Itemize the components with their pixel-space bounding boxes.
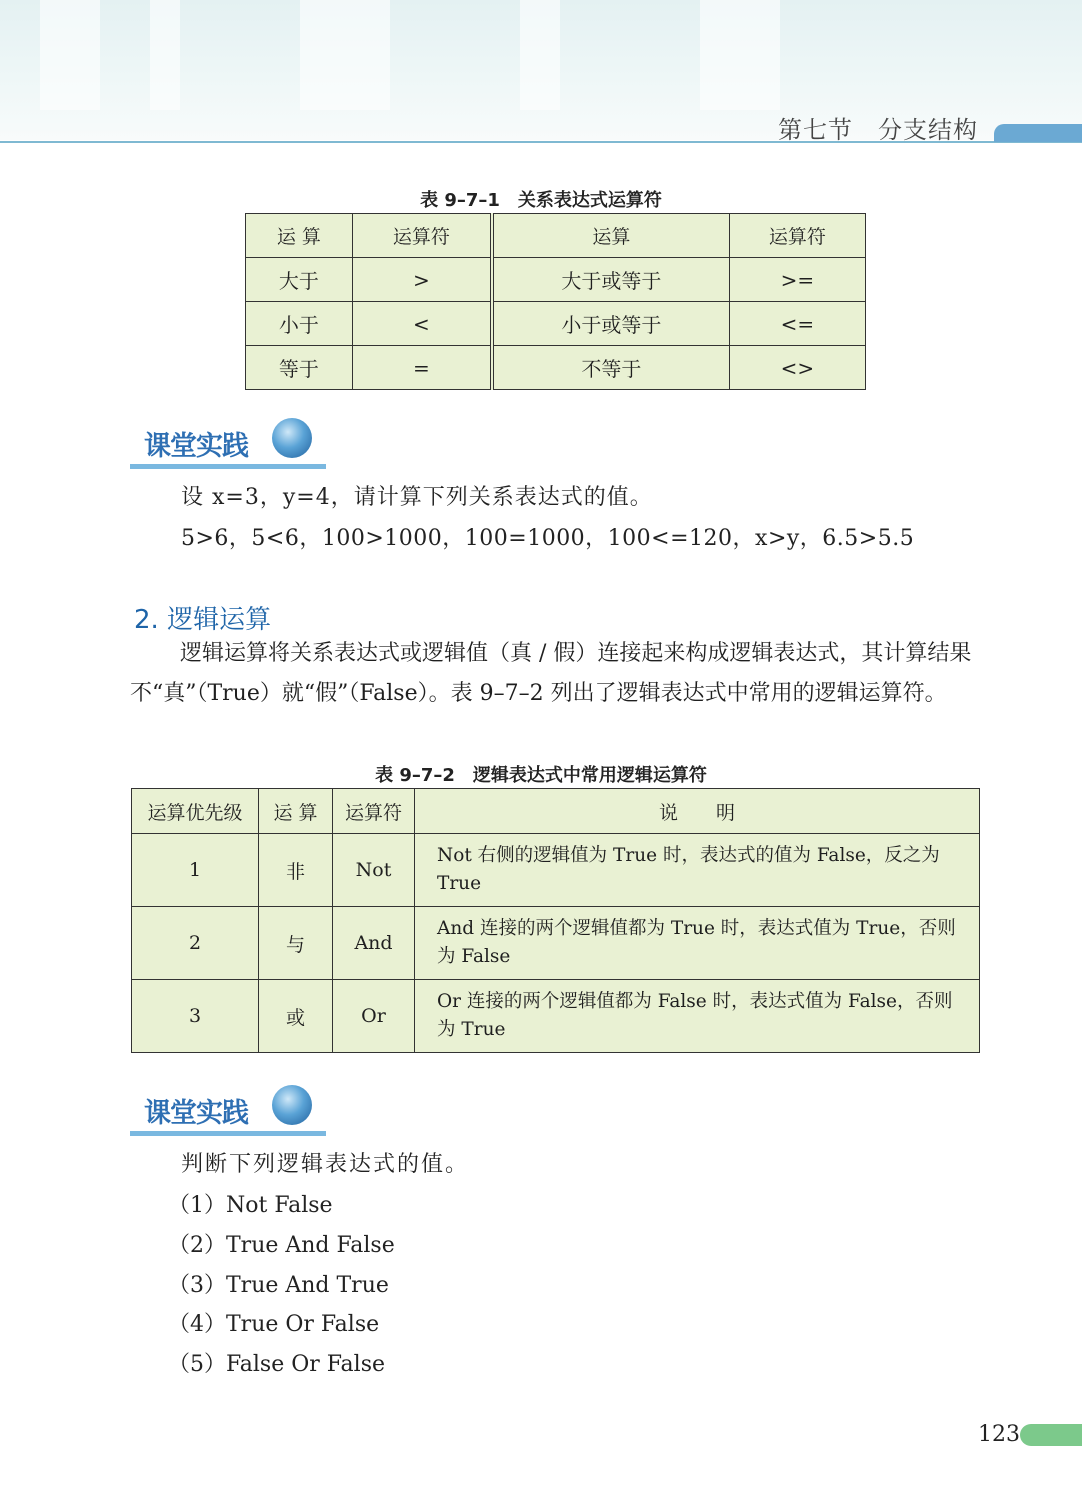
table-header-cell: 运 算: [246, 214, 353, 258]
section-header-title: 第七节 分支结构: [778, 116, 978, 144]
practice-heading-2: [130, 1091, 326, 1137]
table-row: [246, 302, 866, 346]
table-cell: 与: [259, 907, 333, 980]
practice-label: 课堂实践: [144, 431, 248, 462]
list-item: （1）Not False: [168, 1193, 333, 1218]
table-cell: 或: [259, 980, 333, 1053]
table-cell: >: [352, 258, 492, 302]
section-paragraph: 逻辑运算将关系表达式或逻辑值（真 / 假）连接起来构成逻辑表达式，其计算结果不“真”（True）就“假”（False）。表 9–7–2 列出了逻辑表达式中常用的逻辑运算符。: [130, 641, 972, 706]
table-cell: =: [352, 346, 492, 390]
table-header-cell: 说 明: [415, 789, 980, 834]
practice-label: 课堂实践: [144, 1098, 248, 1129]
page-number: 123: [978, 1422, 1020, 1447]
table-header-cell: 运算优先级: [132, 789, 259, 834]
table-cell: 非: [259, 834, 333, 907]
table-cell: 1: [132, 834, 259, 907]
table-header-cell: 运算符: [333, 789, 415, 834]
table-header-cell: 运算符: [352, 214, 492, 258]
practice1-instruction: 设 x=3，y=4，请计算下列关系表达式的值。: [181, 485, 653, 510]
table-cell: <: [352, 302, 492, 346]
list-item: （2）True And False: [168, 1233, 395, 1258]
list-item: （5）False Or False: [168, 1352, 386, 1377]
table-header-row: [246, 214, 866, 258]
list-item: （4）True Or False: [168, 1312, 380, 1337]
practice1-expressions: 5>6，5<6，100>1000，100=1000，100<=120，x>y，6.5>5.5: [181, 526, 915, 551]
header-tab-decoration: [994, 124, 1082, 142]
table-cell: Or 连接的两个逻辑值都为 False 时，表达式值为 False，否则为 True: [415, 980, 980, 1053]
table-header-row: [132, 789, 980, 834]
table-cell: And: [333, 907, 415, 980]
table-cell: 3: [132, 980, 259, 1053]
table-row: [246, 258, 866, 302]
practice-underline: [130, 1131, 326, 1136]
practice-underline: [130, 464, 326, 469]
table1-caption: 表 9–7–1 关系表达式运算符: [420, 190, 662, 211]
page-tab-decoration: [1020, 1424, 1082, 1446]
table-row: [246, 346, 866, 390]
table-header-cell: 运算符: [729, 214, 865, 258]
table-cell: 大于或等于: [492, 258, 729, 302]
table-cell: 不等于: [492, 346, 729, 390]
practice2-instruction: 判断下列逻辑表达式的值。: [181, 1152, 470, 1177]
table-header-cell: 运算: [492, 214, 729, 258]
logical-operators-table: [131, 788, 980, 1053]
table-cell: 等于: [246, 346, 353, 390]
table-cell: Or: [333, 980, 415, 1053]
table-cell: And 连接的两个逻辑值都为 True 时，表达式值为 True，否则为 False: [415, 907, 980, 980]
section-title: 2. 逻辑运算: [134, 605, 272, 635]
table-header-cell: 运 算: [259, 789, 333, 834]
globe-icon: [272, 1085, 312, 1125]
table-cell: 2: [132, 907, 259, 980]
table-cell: 大于: [246, 258, 353, 302]
practice-heading-1: [130, 424, 326, 470]
table-row: [132, 907, 980, 980]
table-cell: Not 右侧的逻辑值为 True 时，表达式的值为 False，反之为 True: [415, 834, 980, 907]
table-cell: >=: [729, 258, 865, 302]
table-cell: 小于: [246, 302, 353, 346]
table-cell: <=: [729, 302, 865, 346]
table-row: [132, 980, 980, 1053]
table-row: [132, 834, 980, 907]
table-cell: Not: [333, 834, 415, 907]
table-cell: 小于或等于: [492, 302, 729, 346]
table-cell: <>: [729, 346, 865, 390]
list-item: （3）True And True: [168, 1273, 389, 1298]
globe-icon: [272, 418, 312, 458]
table2-caption: 表 9–7–2 逻辑表达式中常用逻辑运算符: [375, 765, 707, 786]
relational-operators-table: [245, 213, 866, 390]
